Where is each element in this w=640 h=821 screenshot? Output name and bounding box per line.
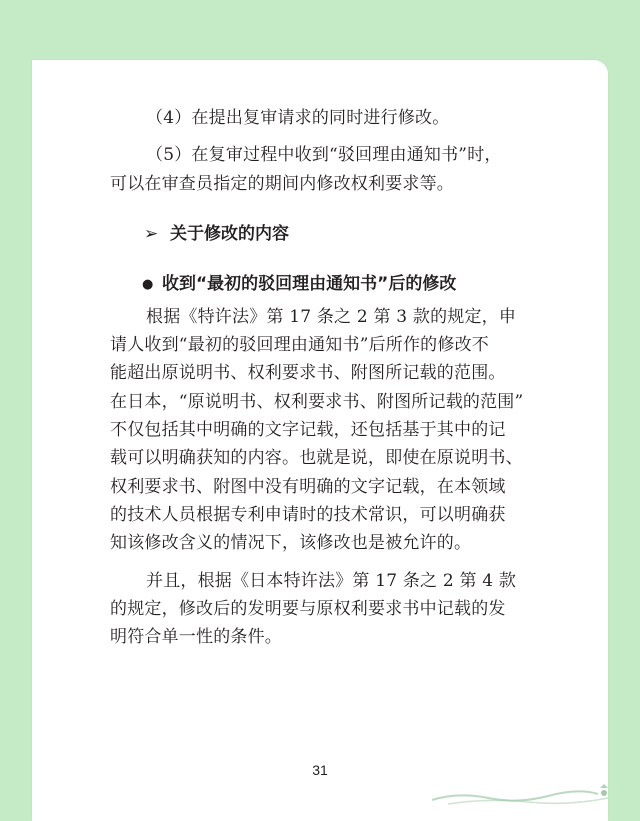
sub-heading xyxy=(110,270,540,299)
page-content xyxy=(110,104,540,651)
body-line: 知该修改含义的情况下，该修改也是被允许的。 xyxy=(110,533,472,554)
section-heading-text: 关于修改的内容 xyxy=(170,223,289,244)
body-line: 根据《特许法》第 17 条之 2 第 3 款的规定，申 xyxy=(146,306,517,327)
arrow-bullet-icon: ➢ xyxy=(144,223,159,244)
body-line: 在日本，“原说明书、权利要求书、附图所记载的范围” xyxy=(110,391,524,412)
dot-bullet-icon: ● xyxy=(142,276,154,292)
body-line: 的规定，修改后的发明要与原权利要求书中记载的发 xyxy=(110,598,506,619)
body-line: 权利要求书、附图中没有明确的文字记载，在本领域 xyxy=(110,476,506,497)
body-line: 的技术人员根据专利申请时的技术常识，可以明确获 xyxy=(110,504,506,525)
section-heading xyxy=(110,220,540,248)
paragraph-item-4: （4）在提出复审请求的同时进行修改。 xyxy=(146,108,450,128)
body-line: 并且，根据《日本特许法》第 17 条之 2 第 4 款 xyxy=(146,570,517,591)
body-line: 明符合单一性的条件。 xyxy=(110,627,282,648)
body-line: 不仅包括其中明确的文字记载，还包括基于其中的记 xyxy=(110,420,506,441)
watermark-logo xyxy=(428,784,618,808)
body-line: 能超出原说明书、权利要求书、附图所记载的范围。 xyxy=(110,363,506,384)
paragraph-item-5-line-1: （5）在复审过程中收到“驳回理由通知书”时， xyxy=(146,145,502,166)
sub-heading-text: 收到“最初的驳回理由通知书”后的修改 xyxy=(162,273,457,294)
paragraph-item-5-line-2: 可以在审查员指定的期间内修改权利要求等。 xyxy=(110,173,454,194)
page-number: 31 xyxy=(312,762,328,778)
body-line: 载可以明确获知的内容。也就是说，即使在原说明书、 xyxy=(110,448,523,469)
body-line: 请人收到“最初的驳回理由通知书”后所作的修改不 xyxy=(110,335,489,356)
